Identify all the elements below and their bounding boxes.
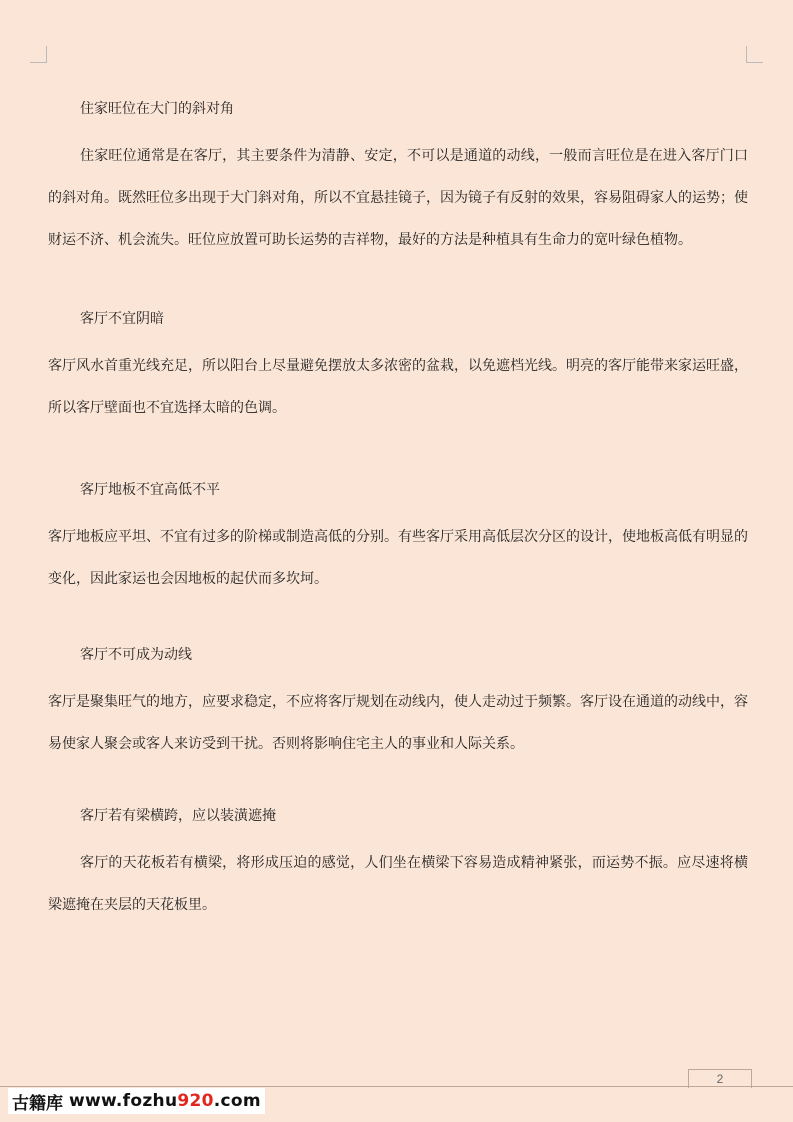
section-heading: 客厅不宜阴暗 bbox=[80, 311, 164, 327]
watermark-site-name: 古籍库 bbox=[12, 1093, 63, 1114]
watermark-url-prefix: www.fozhu bbox=[69, 1091, 178, 1111]
watermark-url bbox=[69, 1091, 261, 1111]
section bbox=[48, 640, 748, 765]
footer-divider bbox=[0, 1086, 793, 1087]
section-paragraph: 客厅风水首重光线充足，所以阳台上尽量避免摆放太多浓密的盆栽，以免遮档光线。明亮的客厅能带来家运旺盛，所以客厅壁面也不宜选择太暗的色调。 bbox=[48, 358, 748, 416]
section bbox=[48, 94, 748, 261]
section-heading: 住家旺位在大门的斜对角 bbox=[80, 101, 234, 117]
crop-mark-top-left bbox=[30, 46, 47, 63]
watermark-url-suffix: .com bbox=[213, 1091, 261, 1111]
section-heading: 客厅地板不宜高低不平 bbox=[80, 482, 220, 498]
watermark-url-number: 920 bbox=[177, 1091, 214, 1111]
section bbox=[48, 304, 748, 429]
section-paragraph: 客厅地板应平坦、不宜有过多的阶梯或制造高低的分别。有些客厅采用高低层次分区的设计，使地板高低有明显的变化，因此家运也会因地板的起伏而多坎坷。 bbox=[48, 529, 748, 587]
section bbox=[48, 801, 748, 926]
section-heading: 客厅若有梁横跨，应以装潢遮掩 bbox=[80, 808, 276, 824]
site-watermark bbox=[8, 1088, 265, 1114]
section-paragraph: 客厅是聚集旺气的地方，应要求稳定，不应将客厅规划在动线内，使人走动过于频繁。客厅设在通道的动线中，容易使家人聚会或客人来访受到干扰。否则将影响住宅主人的事业和人际关系。 bbox=[48, 694, 748, 752]
page-number: 2 bbox=[688, 1069, 752, 1088]
document-body bbox=[48, 94, 748, 970]
section-paragraph: 客厅的天花板若有横梁，将形成压迫的感觉，人们坐在横梁下容易造成精神紧张，而运势不振。应尽速将横梁遮掩在夹层的天花板里。 bbox=[48, 855, 748, 913]
section-heading: 客厅不可成为动线 bbox=[80, 647, 192, 663]
crop-mark-top-right bbox=[746, 46, 763, 63]
section-paragraph: 住家旺位通常是在客厅，其主要条件为清静、安定，不可以是通道的动线，一般而言旺位是在进入客厅门口的斜对角。既然旺位多出现于大门斜对角，所以不宜悬挂镜子，因为镜子有反射的效果，容易阻碍家人的运势；使财运不济、机会流失。旺位应放置可助长运势的吉祥物，最好的方法是种植具有生命力的宽叶绿色植物。 bbox=[48, 148, 748, 248]
section bbox=[48, 475, 748, 600]
